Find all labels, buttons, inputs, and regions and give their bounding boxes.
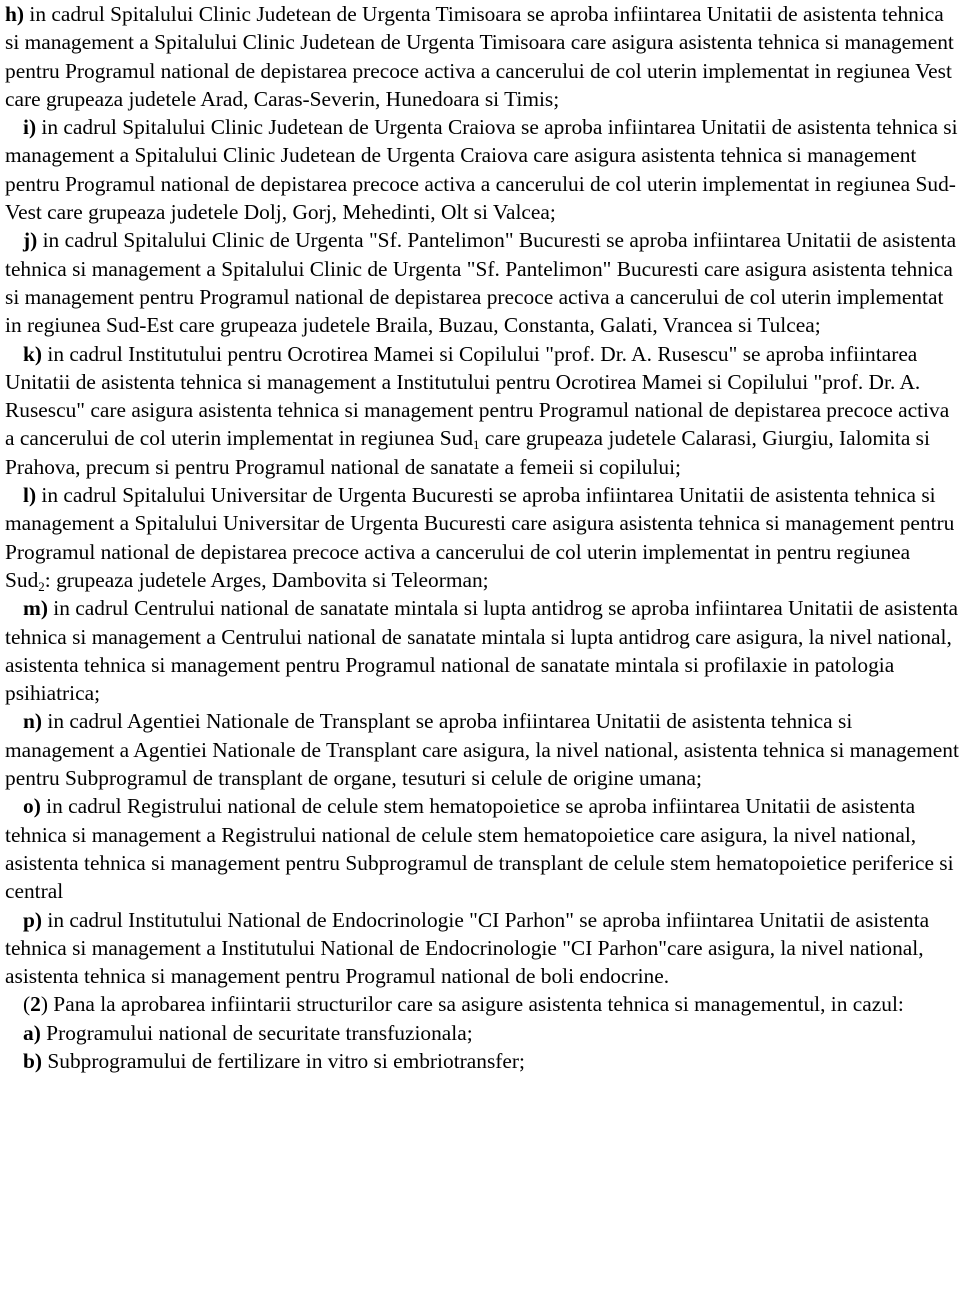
paragraph-label: i) — [23, 115, 37, 140]
paragraph-label-open: ( — [23, 992, 31, 1017]
paragraph-text-continued: : grupeaza judetele Arges, Dambovita si Teleorman; — [44, 567, 489, 592]
paragraph-2 — [5, 990, 960, 1018]
paragraph-text: in cadrul Centrului national de sanatate mintala si lupta antidrog se aproba infiintarea Unitatii de asistenta tehnica si management a Centrului national de sanatate mintala si lupta antidrog care asigura, la nivel national, asistenta tehnica si management pentru Programul national de sanatate mintala si profilaxie in patologia psihiatrica; — [5, 596, 958, 706]
paragraph-label: j) — [23, 228, 38, 253]
paragraph-text: in cadrul Spitalului Clinic Judetean de Urgenta Craiova se aproba infiintarea Unitatii de asistenta tehnica si management a Spitalului Clinic Judetean de Urgenta Craiova care asigura asistenta tehnica si management pentru Programul national de depistarea precoce activa a cancerului de col uterin implementat in regiunea Sud-Vest care grupeaza judetele Dolj, Gorj, Mehedinti, Olt si Valcea; — [5, 115, 958, 225]
paragraph-label: l) — [23, 483, 37, 508]
paragraph-text: Subprogramului de fertilizare in vitro si embriotransfer; — [42, 1048, 525, 1073]
paragraph-text: Programului national de securitate transfuzionala; — [40, 1020, 473, 1045]
subscript: 1 — [473, 437, 480, 453]
paragraph-label: k) — [23, 341, 43, 366]
document-page — [5, 0, 960, 1075]
paragraph-j — [5, 226, 960, 339]
paragraph-text: in cadrul Spitalului Universitar de Urgenta Bucuresti se aproba infiintarea Unitatii de asistenta tehnica si management a Spitalului Universitar de Urgenta Bucuresti care asigura asistenta tehnica si management pentru Programul national de depistarea precoce activa a cancerului de col uterin implementat in pentru regiunea Sud — [5, 483, 955, 592]
paragraph-l — [5, 481, 960, 594]
paragraph-label-close: ) — [40, 992, 48, 1017]
paragraph-label: h) — [5, 2, 25, 26]
paragraph-label: b) — [23, 1048, 43, 1073]
subscript: 2 — [38, 578, 45, 594]
paragraph-h — [5, 0, 960, 113]
paragraph-text: in cadrul Institutului pentru Ocrotirea Mamei si Copilului "prof. Dr. A. Rusescu" se aproba infiintarea Unitatii de asistenta tehnica si management a Institutului pentru Ocrotirea Mamei si Copilului "prof. Dr. A. Rusescu" care asigura asistenta tehnica si management pentru Programul national de depistarea precoce activa a cancerului de col uterin implementat in regiunea Sud — [5, 341, 950, 451]
paragraph-o — [5, 792, 960, 905]
paragraph-k — [5, 340, 960, 481]
paragraph-a — [5, 1019, 960, 1047]
paragraph-text: Pana la aprobarea infiintarii structurilor care sa asigure asistenta tehnica si managementul, in cazul: — [47, 992, 904, 1017]
paragraph-i — [5, 113, 960, 226]
paragraph-label: n) — [23, 709, 43, 734]
paragraph-n — [5, 707, 960, 792]
paragraph-m — [5, 594, 960, 707]
paragraph-b — [5, 1047, 960, 1075]
paragraph-text: in cadrul Registrului national de celule stem hematopoietice se aproba infiintarea Unitatii de asistenta tehnica si management a Registrului national de celule stem hematopoietice care asigura, la nivel national, asistenta tehnica si management pentru Subprogramul de transplant de celule stem hematopoietice periferice si central — [5, 794, 954, 904]
paragraph-text: in cadrul Spitalului Clinic Judetean de Urgenta Timisoara se aproba infiintarea Unitatii de asistenta tehnica si management a Spitalului Clinic Judetean de Urgenta Timisoara care asigura asistenta tehnica si management pentru Programul national de depistarea precoce activa a cancerului de col uterin implementat in regiunea Vest care grupeaza judetele Arad, Caras-Severin, Hunedoara si Timis; — [5, 2, 954, 111]
paragraph-text: in cadrul Agentiei Nationale de Transplant se aproba infiintarea Unitatii de asistenta tehnica si management a Agentiei Nationale de Transplant care asigura, la nivel national, asistenta tehnica si management pentru Subprogramul de transplant de organe, tesuturi si celule de origine umana; — [5, 709, 959, 791]
paragraph-label: o) — [23, 794, 41, 819]
paragraph-label: 2 — [30, 992, 41, 1017]
paragraph-text-continued: care grupeaza judetele Calarasi, Giurgiu, Ialomita si Prahova, precum si pentru Programul national de sanatate a femeii si copilului; — [5, 426, 930, 479]
paragraph-label: m) — [23, 596, 48, 621]
paragraph-text: in cadrul Institutului National de Endocrinologie "CI Parhon" se aproba infiintarea Unitatii de asistenta tehnica si management a Institutului National de Endocrinologie "CI Parhon"care asigura, la nivel national, asistenta tehnica si management pentru Programul national de boli endocrine. — [5, 907, 930, 989]
paragraph-p — [5, 906, 960, 991]
paragraph-label: a) — [23, 1020, 41, 1045]
paragraph-label: p) — [23, 907, 43, 932]
paragraph-text: in cadrul Spitalului Clinic de Urgenta "Sf. Pantelimon" Bucuresti se aproba infiintarea Unitatii de asistenta tehnica si management a Spitalului Clinic de Urgenta "Sf. Pantelimon" Bucuresti care asigura asistenta tehnica si management pentru Programul national de depistarea precoce activa a cancerului de col uterin implementat in regiunea Sud-Est care grupeaza judetele Braila, Buzau, Constanta, Galati, Vrancea si Tulcea; — [5, 228, 957, 338]
